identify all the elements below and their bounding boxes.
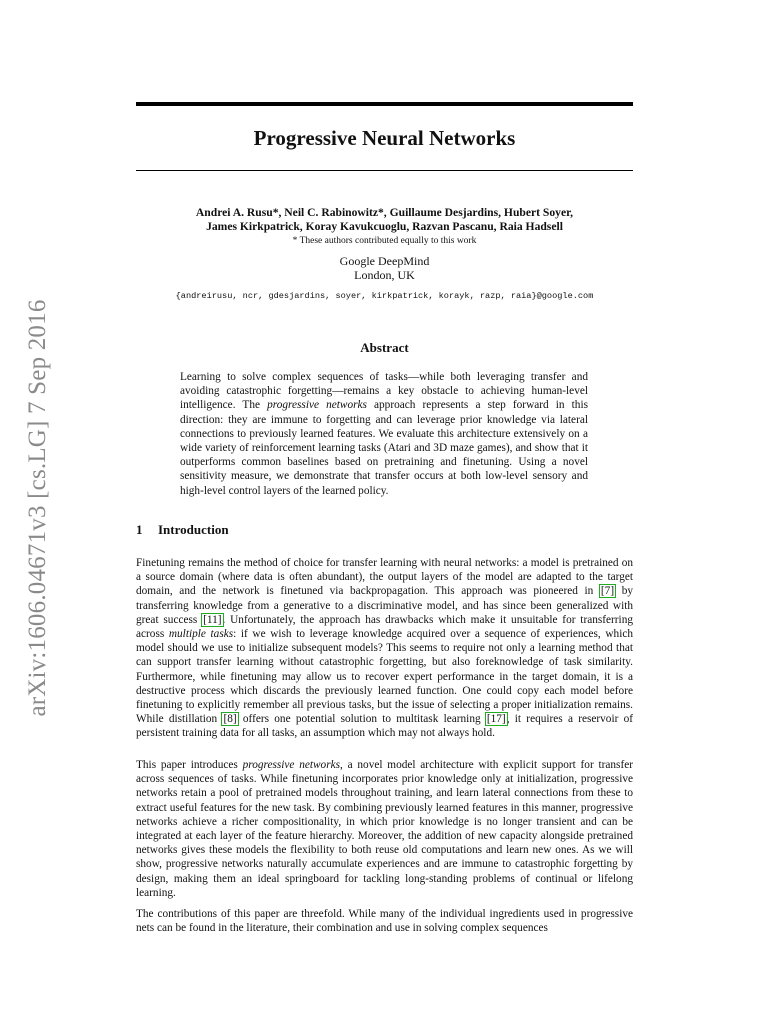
title-top-rule — [136, 102, 633, 106]
paragraph-text: The contributions of this paper are threefold. While many of the individual ingredients used in progressive nets can be found in the literature, their combination and use in solving complex sequences — [136, 908, 633, 935]
abstract-text-part: approach represents a step forward in this direction: they are immune to forgetting and can leverage prior knowledge via lateral connections to previously learned features. We evaluate this architecture extensively on a wide variety of reinforcement learning tasks (Atari and 3D maze games), and show that it outperforms common baselines based on pretraining and finetuning. Using a novel sensitivity measure, we demonstrate that transfer occurs at both low-level sensory and high-level control layers of the learned policy. — [180, 399, 588, 497]
author-list — [136, 206, 633, 234]
author-line-2: James Kirkpatrick, Koray Kavukcuoglu, Razvan Pascanu, Raia Hadsell — [206, 220, 563, 233]
author-emails: {andreirusu, ncr, gdesjardins, soyer, kirkpatrick, korayk, razp, raia}@google.com — [175, 291, 594, 301]
abstract-body — [180, 370, 588, 498]
paragraph-emphasis: progressive networks — [242, 759, 341, 771]
affiliation — [136, 254, 633, 282]
section-heading-introduction — [136, 522, 633, 538]
paragraph-text: Finetuning remains the method of choice for transfer learning with neural networks: a model is pretrained on a source domain (where data is often abundant), the output layers of the model are adapted to the target domain, and the network is finetuned via backpropagation. This approach was pioneered in — [136, 557, 633, 598]
intro-paragraph-1 — [136, 556, 633, 741]
citation-link[interactable]: [11] — [203, 613, 222, 626]
citation-link[interactable]: [7] — [600, 585, 615, 598]
equal-contribution-note: * These authors contributed equally to this work — [292, 236, 477, 246]
paragraph-text: : if we wish to leverage knowledge acquired over a sequence of experiences, which model should we use to initialize subsequent models? This seems to require not only a learning method that can support transfer learning without catastrophic forgetting, but also foreknowledge of task similarity. Furthermore, while finetuning may allow us to recover expert performance in the target domain, it is a destructive process which discards the previously learned function. One could copy each model before finetuning to explicitly remember all previous tasks, but the issue of selecting a proper initialization remains. While distillation — [136, 628, 633, 726]
paragraph-text: . Unfortunately, the approach has drawbacks which make it unsuitable for transferring across — [136, 613, 633, 641]
paragraph-text: , a novel model architecture with explicit support for transfer across sequences of tasks. While finetuning incorporates prior knowledge only at initialization, progressive networks retain a pool of pretrained models throughout training, and learn lateral connections from these to extract useful features for the new task. By combining previously learned features in this manner, progressive networks achieve a richer compositionality, in which prior knowledge is no longer transient and can be integrated at each layer of the feature hierarchy. Moreover, the addition of new capacity alongside pretrained networks gives these models the flexibility to both reuse old computations and learn new ones. As we will show, progressive networks naturally accumulate experiences and are immune to catastrophic forgetting by design, making them an ideal springboard for tackling long-standing problems of continual or lifelong learning. — [136, 759, 633, 899]
abstract-emphasis: progressive networks — [267, 399, 367, 412]
title-bottom-rule — [136, 170, 633, 171]
arxiv-identifier-stamp: arXiv:1606.04671v3 [cs.LG] 7 Sep 2016 — [24, 299, 51, 717]
paragraph-emphasis: multiple tasks — [168, 628, 234, 641]
affiliation-org: Google DeepMind — [339, 254, 430, 268]
intro-paragraph-2 — [136, 758, 633, 900]
paragraph-text: by transferring knowledge from a generative to a discriminative model, and has since been generalized with great success — [136, 585, 633, 626]
affiliation-location: London, UK — [354, 268, 415, 282]
citation-link[interactable]: [17] — [486, 713, 506, 726]
abstract-text-part: Learning to solve complex sequences of tasks—while both leveraging transfer and avoiding catastrophic forgetting—remains a key obstacle to achieving human-level intelligence. The — [180, 371, 588, 412]
paragraph-text: offers one potential solution to multitask learning — [237, 713, 486, 726]
paragraph-text: This paper introduces — [136, 759, 243, 771]
paper-title: Progressive Neural Networks — [253, 126, 516, 150]
section-number: 1 — [136, 522, 143, 537]
section-title: Introduction — [158, 522, 229, 537]
abstract-heading: Abstract — [360, 340, 409, 355]
paragraph-text: , it requires a reservoir of persistent training data for all tasks, an assumption which may not always hold. — [136, 713, 634, 740]
intro-paragraph-3 — [136, 907, 633, 935]
author-line-1: Andrei A. Rusu*, Neil C. Rabinowitz*, Guillaume Desjardins, Hubert Soyer, — [195, 206, 574, 219]
citation-link[interactable]: [8] — [223, 713, 237, 726]
